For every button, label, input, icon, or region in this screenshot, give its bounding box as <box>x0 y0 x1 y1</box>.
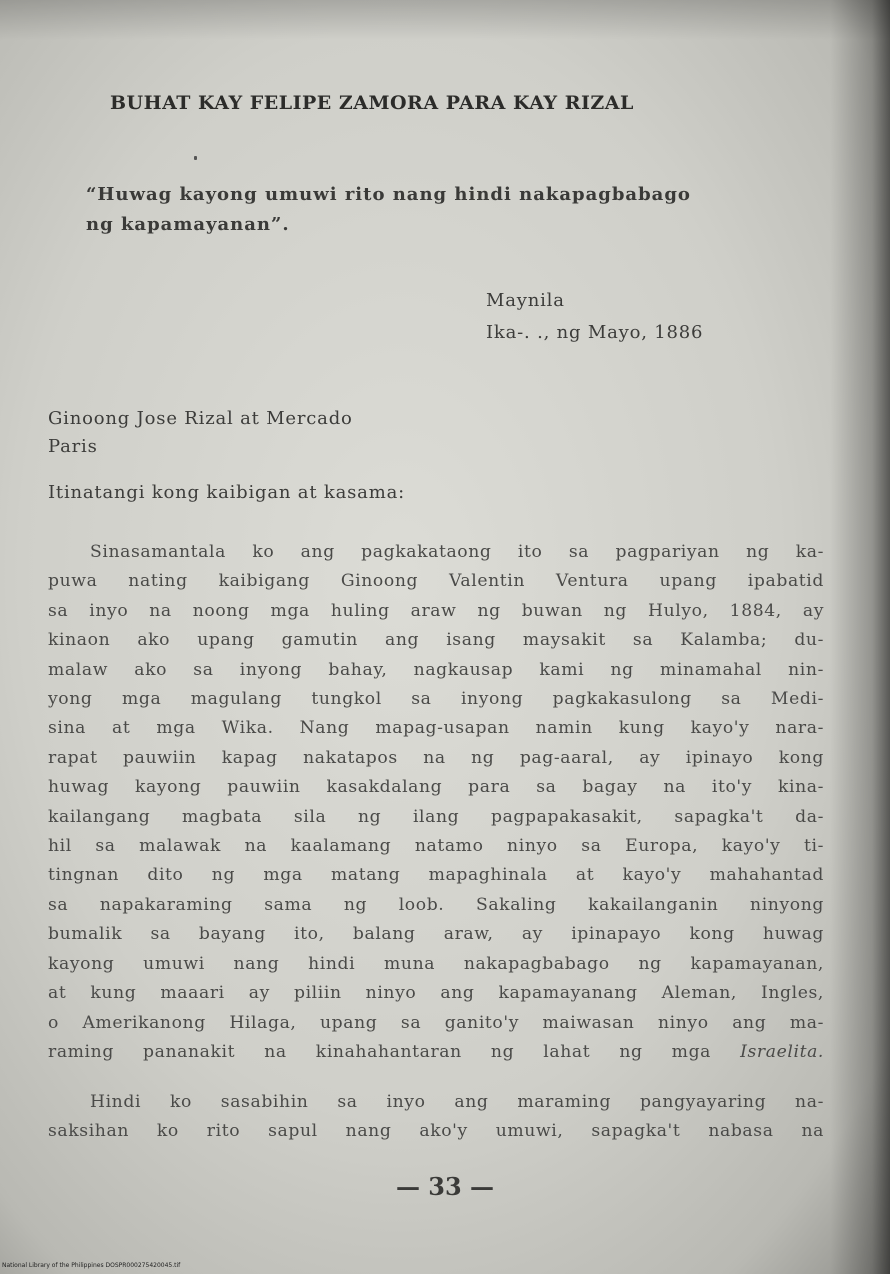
text-line-part: raming pananakit na kinahahantaran ng lahat ng mga <box>48 1041 712 1062</box>
epigraph <box>86 180 786 240</box>
text-line: kailangang magbata sila ng ilang pagpapakasakit, sapagka't da- <box>48 806 824 827</box>
page-number: — 33 — <box>395 1172 495 1201</box>
text-line: saksihan ko rito sapul nang ako'y umuwi, sapagka't nabasa na <box>48 1121 824 1142</box>
text-line: o Amerikanong Hilaga, upang sa ganito'y maiwasan ninyo ang ma- <box>48 1012 824 1033</box>
page-shadow-top <box>0 0 890 40</box>
paragraph-1 <box>48 538 824 1067</box>
letter-heading <box>486 285 703 349</box>
text-line: at kung maaari ay piliin ninyo ang kapamayanang Aleman, Ingles, <box>48 983 824 1004</box>
epigraph-line: ng kapamayanan”. <box>86 214 290 235</box>
letter-recipient <box>48 405 353 461</box>
recipient-city: Paris <box>48 436 98 457</box>
recipient-name: Ginoong Jose Rizal at Mercado <box>48 408 353 429</box>
scan-credit: National Library of the Philippines DOSPR000275420045.tif <box>2 1262 181 1269</box>
text-line: Hindi ko sasabihin sa inyo ang maraming pangyayaring na- <box>90 1092 824 1112</box>
text-line: sina at mga Wika. Nang mapag-usapan namin kung kayo'y nara- <box>48 718 824 739</box>
text-line: sa inyo na noong mga huling araw ng buwan ng Hulyo, 1884, ay <box>48 600 824 621</box>
chapter-title: BUHAT KAY FELIPE ZAMORA PARA KAY RIZAL <box>110 92 634 114</box>
page-shadow-right <box>830 0 890 1274</box>
text-line: malaw ako sa inyong bahay, nagkausap kami ng minamahal nin- <box>48 659 824 680</box>
paragraph-2 <box>48 1088 824 1147</box>
text-line: kinaon ako upang gamutin ang isang maysakit sa Kalamba; du- <box>48 630 824 651</box>
letter-place: Maynila <box>486 290 565 311</box>
text-line: yong mga magulang tungkol sa inyong pagkakasulong sa Medi- <box>48 689 824 710</box>
text-line: bumalik sa bayang ito, balang araw, ay ipinapayo kong huwag <box>48 924 824 945</box>
epigraph-line: “Huwag kayong umuwi rito nang hindi nakapagbabago <box>86 184 691 205</box>
text-line-final <box>48 1038 824 1067</box>
ink-speck <box>194 156 197 160</box>
text-line: puwa nating kaibigang Ginoong Valentin Ventura upang ipabatid <box>48 571 824 592</box>
text-line: hil sa malawak na kaalamang natamo ninyo sa Europa, kayo'y ti- <box>48 836 824 857</box>
text-line: huwag kayong pauwiin kasakdalang para sa bagay na ito'y kina- <box>48 777 824 798</box>
letter-date: Ika-. ., ng Mayo, 1886 <box>486 322 704 343</box>
text-line: tingnan dito ng mga matang mapaghinala at kayo'y mahahantad <box>48 865 824 886</box>
text-line: rapat pauwiin kapag nakatapos na ng pag-aaral, ay ipinayo kong <box>48 747 824 768</box>
text-line: kayong umuwi nang hindi muna nakapagbabago ng kapamayanan, <box>48 953 824 974</box>
italic-word: Israelita. <box>740 1041 824 1062</box>
letter-salutation: Itinatangi kong kaibigan at kasama: <box>48 482 405 503</box>
text-line: sa napakaraming sama ng loob. Sakaling kakailanganin ninyong <box>48 894 824 915</box>
text-line: Sinasamantala ko ang pagkakataong ito sa pagpariyan ng ka- <box>90 542 824 562</box>
